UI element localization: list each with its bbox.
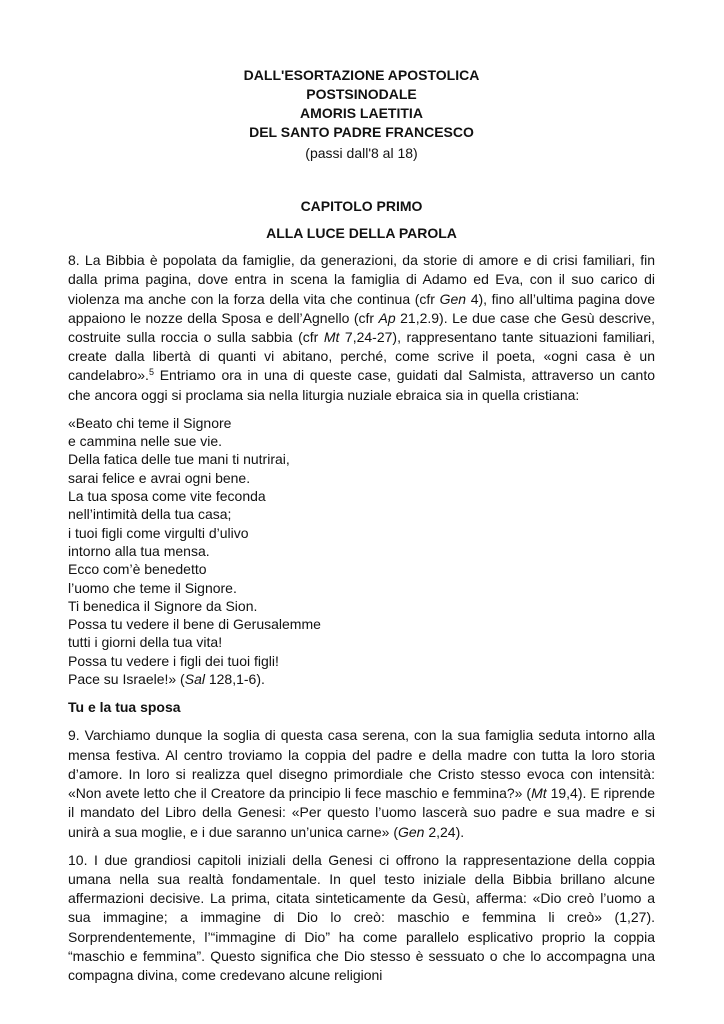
chapter-title: CAPITOLO PRIMO [300,198,423,215]
poem-line: Possa tu vedere i figli dei tuoi figli! [68,652,279,669]
section-heading: Tu e la tua sposa [68,699,181,716]
poem-line: Della fatica delle tue mani ti nutrirai, [68,451,290,468]
poem-line: «Beato chi teme il Signore [68,414,232,431]
paragraph-8: 8. La Bibbia è popolata da famiglie, da generazioni, da storie di amore e di crisi familiari, fin dalla prima pagina, dove entra in scena la famiglia di Adamo ed Eva, con il suo carico di violenza ma anche con la forza della vita che continua (cfr Gen 4), fino all’ultima pagina dove appaiono le nozze della Sposa e dell’Agnello (cfr Ap 21,2.9). Le due case che Gesù descrive, costruite sulla roccia o sulla sabbia (cfr Mt 7,24-27), rappresentano tante situazioni familiari, create dalla libertà di quanti vi abitano, perché, come scrive il poeta, «ogni casa è un candelabro».$^5$ Entriamo ora in una di queste case, guidati dal Salmista, attraverso un canto che ancora oggi si proclama sia nella liturgia nuziale ebraica sia in quella cristiana: [68,252,655,403]
chapter-subtitle: ALLA LUCE DELLA PAROLA [266,225,457,242]
poem-line: sarai felice e avrai ogni bene. [68,469,251,486]
poem-line: e cammina nelle sue vie. [68,433,223,450]
document-title [68,66,655,142]
citation: Mt [323,329,340,346]
poem-line: nell’intimità della tua casa; [68,506,232,523]
poem-line: l’uomo che teme il Signore. [68,579,237,596]
title-line: POSTSINODALE [306,86,417,102]
poem-line: Ti benedica il Signore da Sion. [68,597,258,614]
citation: Gen [397,823,425,840]
poem-line: La tua sposa come vite feconda [68,488,266,505]
poem-line: Ecco com’è benedetto [68,561,207,578]
poem-line: intorno alla tua mensa. [68,542,210,559]
title-line: DALL'ESORTAZIONE APOSTOLICA [243,67,480,83]
poem-line: Pace su Israele!» (Sal 128,1-6). [68,670,265,687]
psalm-quote [68,414,655,688]
citation: Ap [378,309,396,326]
footnote-marker: 5 [148,367,154,378]
document-subtitle: (passi dall'8 al 18) [305,145,418,161]
paragraph-10: 10. I due grandiosi capitoli iniziali della Genesi ci offrono la rappresentazione della coppia umana nella sua realtà fondamentale. In quel testo iniziale della Bibbia brillano alcune affermazioni decisive. La prima, citata sinteticamente da Gesù, afferma: «Dio creò l’uomo a sua immagine; a immagine di Dio lo creò: maschio e femmina li creò» (1,27). Sorprendentemente, l’“immagine di Dio” ha come parallelo esplicativo proprio la coppia “maschio e femmina”. Questo significa che Dio stesso è sessuato o che lo accompagna una compagna divina, come credevano alcune religioni [68,851,655,983]
poem-line: tutti i giorni della tua vita! [68,634,223,651]
citation: Sal [184,670,205,687]
poem-line: i tuoi figli come virgulti d’ulivo [68,524,249,541]
paragraph-9: 9. Varchiamo dunque la soglia di questa casa serena, con la sua famiglia seduta intorno alla mensa festiva. Al centro troviamo la coppia del padre e della madre con tutta la loro storia d’amore. In loro si realizza quel disegno primordiale che Cristo stesso evoca con intensità: «Non avete letto che il Creatore da principio li fece maschio e femmina?» (Mt 19,4). E riprende il mandato del Libro della Genesi: «Per questo l’uomo lascerà suo padre e sua madre e si unirà a sua moglie, e i due saranno un’unica carne» (Gen 2,24). [68,727,656,840]
title-line: DEL SANTO PADRE FRANCESCO [249,124,474,140]
document-page [68,66,655,985]
citation: Gen [439,290,467,307]
poem-line: Possa tu vedere il bene di Gerusalemme [68,616,321,633]
chapter-heading [68,193,655,247]
citation: Mt [531,785,547,802]
title-line: AMORIS LAETITIA [300,105,423,121]
